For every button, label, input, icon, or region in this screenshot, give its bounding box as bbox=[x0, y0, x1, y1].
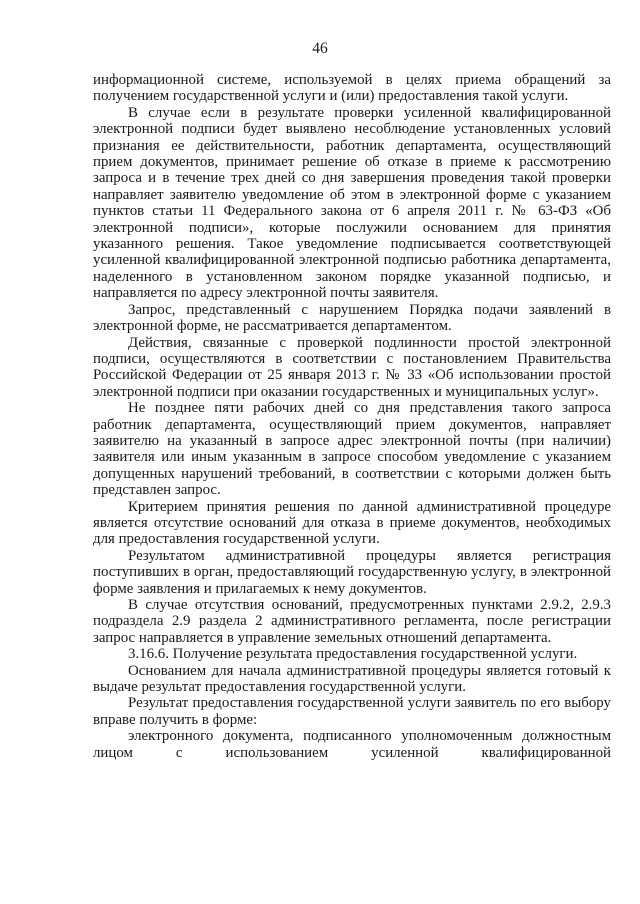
paragraph-electronic-document: электронного документа, подписанного уполномоченным должностным лицом с использованием усиленной квалифицированной bbox=[93, 728, 611, 761]
page-number: 46 bbox=[312, 40, 328, 57]
paragraph-criterion: Критерием принятия решения по данной административной процедуре является отсутствие оснований для отказа в приеме документов, необходимых для предоставления государственной услуги. bbox=[93, 498, 611, 548]
paragraph-notification: Не позднее пяти рабочих дней со дня представления такого запроса работник департамента, осуществляющий прием документов, направляет заявителю на указанный в запросе адрес электронной почты (при наличии) заявителя или иным указанным в запросе способом уведомление с указанием допущенных нарушений требований, в соответствии с которыми должен быть представлен запрос. bbox=[93, 400, 611, 499]
paragraph-no-grounds: В случае отсутствия оснований, предусмотренных пунктами 2.9.2, 2.9.3 подраздела 2.9 раздела 2 административного регламента, после регистрации запрос направляется в управление земельных отношений департамента. bbox=[93, 597, 611, 646]
paragraph-result: Результатом административной процедуры является регистрация поступивших в орган, предоставляющий государственную услугу, в электронной форме заявления и прилагаемых к нему документов. bbox=[93, 547, 611, 597]
document-body bbox=[93, 72, 611, 761]
paragraph-signature-check: В случае если в результате проверки усиленной квалифицированной электронной подписи будет выявлено несоблюдение установленных условий признания ее действительности, работник департамента, осуществляющий прием документов, принимает решение об отказе в приеме к рассмотрению запроса и в течение трех дней со дня завершения проведения такой проверки направляет заявителю уведомление об этом в электронной форме с указанием пунктов статьи 11 Федерального закона от 6 апреля 2011 г. № 63-ФЗ «Об электронной подписи», которые послужили основанием для принятия указанного решения. Такое уведомление подписывается соответствующей усиленной квалифицированной электронной подписью работника департамента, наделенного в установленном законом порядке указанной подписью, и направляется по адресу электронной почты заявителя. bbox=[93, 104, 611, 302]
paragraph-request-violation: Запрос, представленный с нарушением Порядка подачи заявлений в электронной форме, не рассматривается департаментом. bbox=[93, 301, 611, 335]
paragraph-continuation: информационной системе, используемой в целях приема обращений за получением государственной услуги и (или) предоставления такой услуги. bbox=[93, 72, 611, 105]
paragraph-result-form: Результат предоставления государственной услуги заявитель по его выбору вправе получить в форме: bbox=[93, 695, 611, 728]
section-heading-3-16-6: 3.16.6. Получение результата предоставления государственной услуги. bbox=[128, 646, 578, 663]
paragraph-simple-signature: Действия, связанные с проверкой подлинности простой электронной подписи, осуществляются в соответствии с постановлением Правительства Российской Федерации от 25 января 2013 г. № 33 «Об использовании простой электронной подписи при оказании государственных и муниципальных услуг». bbox=[93, 334, 611, 400]
paragraph-basis: Основанием для начала административной процедуры является готовый к выдаче результат предоставления государственной услуги. bbox=[93, 662, 611, 696]
